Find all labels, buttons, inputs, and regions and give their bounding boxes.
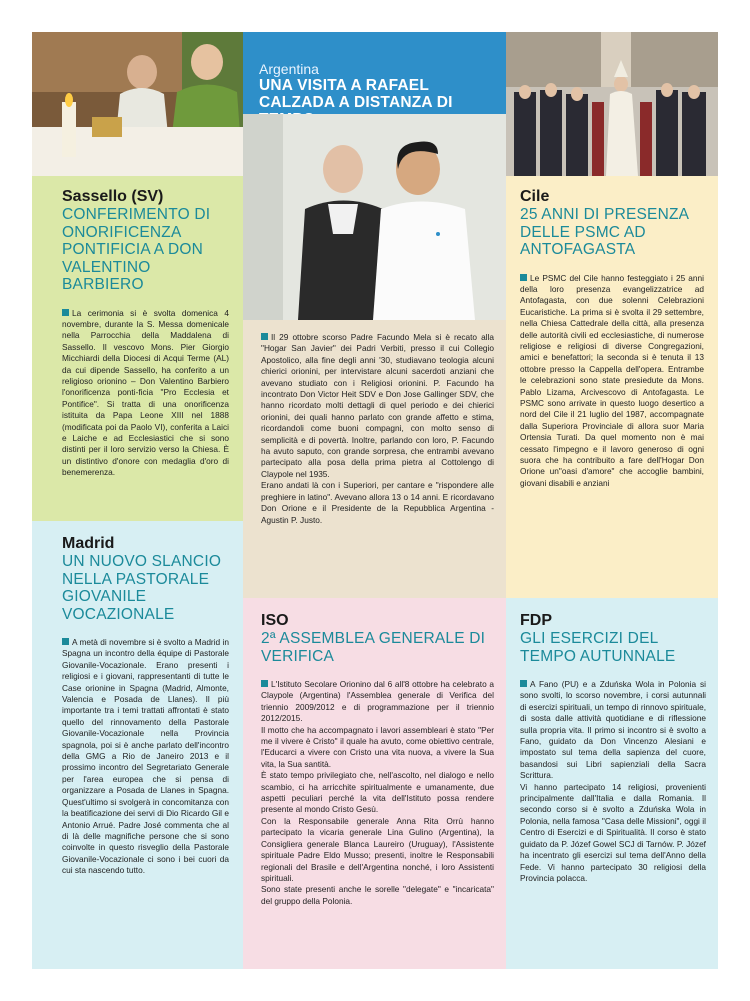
iso-body3: È stato tempo privilegiato che, nell'ascolto, nel dialogo e nello scambio, ci ha arricchite spiritualmente e umanamente, due aspetti peculiari perché la vita dell'Istituto possa rendere presente al mondo Cristo Gesù.: [261, 770, 494, 815]
sassello-article: [32, 176, 243, 521]
sassello-location: Sassello (SV): [62, 188, 164, 205]
argentina-header: [243, 32, 506, 114]
madrid-location: Madrid: [62, 535, 115, 552]
iso-body: L'Istituto Secolare Orionino dal 6 all'8 ottobre ha celebrato a Claypole (Argentina) l'Assemblea generale di Verifica del triennio 2009/2012 e di programmazione per il triennio 2012/2015.: [261, 679, 494, 724]
fdp-article: [506, 598, 718, 969]
iso-article: [243, 598, 506, 969]
fdp-location: FDP: [520, 612, 552, 629]
iso-location: ISO: [261, 612, 289, 629]
bullet-square-icon: [520, 680, 527, 687]
magazine-page: [32, 32, 718, 969]
iso-headline: 2ª ASSEMBLEA GENERALE DI VERIFICA: [261, 630, 486, 665]
fdp-body2: Vi hanno partecipato 14 religiosi, provenienti principalmente dall'Italia e dalla Romania. Il secondo corso si è svolto a Zduńska Wola in Polonia, nella famosa "Casa delle Missioni", oggi il Centro di Esercizi e di Spiritualità. Il corso è stato guidato da P. Józef Gowel SCJ di Tarnów. P. Józef ha incentrato gli esercizi sul tema dell'Anno della Fede. Vi hanno partecipato 30 religiosi della Provincia polacca.: [520, 781, 706, 883]
cile-body: Le PSMC del Cile hanno festeggiato i 25 anni della loro presenza evangelizzatrice ad Antofagasta, con due solenni Celebrazioni Eucaristiche. La prima si è svolta il 29 settembre, nella Chiesa Cattedrale della città, alla presenza delle autorità civili ed ecclesiastiche, di numerose religiose e religiosi di diverse Congregazioni, amici e benefattori; la seconda si è tenuta il 13 ottobre presso la Cappella dell'opera. Entrambe le celebrazioni sono state presiedute da Mons. Pablo Lizama, Arcivescovo di Antofagasta. Le PSMC sono arrivate in questo luogo desertico a nord del Cile il 21 luglio del 1987, accompagnate dalla Superiora Provinciale di allora suor Maria Ortensia Turati. Da quel momento non è mai cessato l'impegno e il lavoro generoso di ogni suora che ha contribuito a fare dell'Hogar Don Orione un"oasi d'amore" che accoglie bambini, giovani disabili e anziani: [520, 272, 704, 488]
cile-sisters-photo: [506, 32, 718, 176]
argentina-headline: UNA VISITA A RAFAEL CALZADA A DISTANZA DI: [259, 77, 453, 111]
madrid-headline: UN NUOVO SLANCIO NELLA PASTORALE GIOVANILE VOCAZIONALE: [62, 553, 222, 623]
argentina-body: Il 29 ottobre scorso Padre Facundo Mela si è recato alla "Hogar San Javier" dei Padri Verbiti, presso il cui Collegio Apostolico, alla fine degli anni '30, studiavano teologia alcuni chierici orionini, per intervistare alcuni sacerdoti anziani che avevano studiato con i Religiosi orionini. P. Facundo ha incontrato Don Victor Heit SDV e Don Jose Gallinger SDV, che hanno ricordato molti dettagli di quel periodo e dei chierici orionini, dei quali hanno parlato con grande affetto e stima, ricordandoli come buoni compagni, con molto senso di semplicità e di povertà. Inoltre, parlando con loro, P. Facundo ha avuto saputo, con grande sorpresa, che entrambi avevano partecipato alla posa della prima pietra al Cottolengo di Claypole nel 1935.: [261, 332, 494, 479]
bullet-square-icon: [520, 274, 527, 281]
bullet-square-icon: [261, 680, 268, 687]
argentina-location: Argentina: [259, 61, 319, 77]
iso-body5: Sono state presenti anche le sorelle "delegate" e "incaricata" del gruppo della Polonia.: [261, 884, 494, 906]
argentina-article: [243, 320, 506, 598]
bullet-square-icon: [62, 309, 69, 316]
sassello-mass-photo: [32, 32, 243, 176]
madrid-body: A metà di novembre si è svolto a Madrid in Spagna un incontro della équipe di Pastorale Giovanile-Vocazionale. Erano presenti i religiosi e i giovani, rappresentanti di tutte le Case orionine in Spagna (Madrid, Almonte, Valencia e Posada de Llanes). Il più importante tra i temi trattati affrontati è stato quello del rinnovamento della Pastorale Giovanile-Vocazionale nella Provincia spagnola, poi si è anche parlato dell'incontro della GMG a Rio de Janeiro 2013 e il prossimo incontro del Segretariato Generale per l'area europea che si pensa di organizzare a Posada de Llanes in Spagna. Quest'ultimo si svolgerà in concomitanza con la beatificazione dei servi di Dio Ricardo Gil e Antonio Arrué. Padre José commenta che al di là delle magnifiche persone che si sono coinvolte in questo risveglio della Pastorale Giovanile-Vocazionale ci sono i bei cuori da cui sta nascendo tutto.: [62, 637, 229, 876]
bullet-square-icon: [261, 333, 268, 340]
bullet-square-icon: [62, 638, 69, 645]
sassello-body: La cerimonia si è svolta domenica 4 novembre, durante la S. Messa domenicale nella Parrocchia della Maddalena di Sassello. Il vescovo Mons. Pier Giorgio Micchiardi della Diocesi di Acqui Terme (AL) da cui dipende Sassello, ha conferito a un religioso orionino – Don Valentino Barbiero l'onorificenza ponti-ficia "Pro Ecclesia et Pontifice". Si tratta di una onorificenza istituita da Papa Leone XIII nel 1888 (modificata poi da Paolo VI), conferita a Laici e Laiche e ad Ecclesiastici che si sono distinti per il loro servizio verso la Chiesa. È un distintivo d'onore con medaglia d'oro di benemerenza.: [62, 307, 229, 478]
iso-body2: Il motto che ha accompagnato i lavori assembleari è stato "Per me il vivere è Cristo" il quale ha avuto, come obiettivo centrale, l'Educarci a vivere con Cristo una vita nuova, a vivere la Sua vita, la Sua santità.: [261, 724, 494, 769]
iso-body4: Con la Responsabile generale Anna Rita Orrù hanno partecipato la vicaria generale Lina Gulino (Argentina), la Consigliera generale Blanca Laureiro (Uruguay), l'Assistente spirituale Padre Eldo Musso; presenti, inoltre le Responsabili regionali del Brasile e dell'Argentina nonché, i loro Assistenti spirituali.: [261, 815, 494, 883]
argentina-two-men-photo: [243, 114, 506, 320]
cile-headline: 25 ANNI DI PRESENZA DELLE PSMC AD ANTOFAGASTA: [520, 206, 689, 258]
madrid-article: [32, 521, 243, 969]
argentina-body2: Erano andati là con i Superiori, per cantare e "rispondere alle preghiere in latino". Avevano allora 13 o 14 anni. E ricordavano Don Orione e il Presidente de la Repubblica Argentina - Agustin P. Justo.: [261, 480, 494, 525]
cile-article: [506, 176, 718, 598]
sassello-headline: CONFERIMENTO DI ONORIFICENZA PONTIFICIA A DON VALENTINO BARBIERO: [62, 206, 211, 293]
fdp-body: A Fano (PU) e a Zduńska Wola in Polonia si sono svolti, lo scorso novembre, i corsi autunnali di esercizi spirituali, un tempo di rinnovo spirituale, di sosta dalle attività quotidiane e di riflessione sulla propria vita. Il primo si incontro si è svolto a Fano, guidato da Don Vincenzo Alesiani e impostato sul tema della sapienza del cuore, basandosi sui Libri sapienziali della Sacra Scrittura.: [520, 679, 706, 781]
cile-location: Cile: [520, 188, 550, 205]
fdp-headline: GLI ESERCIZI DEL TEMPO AUTUNNALE: [520, 630, 676, 665]
